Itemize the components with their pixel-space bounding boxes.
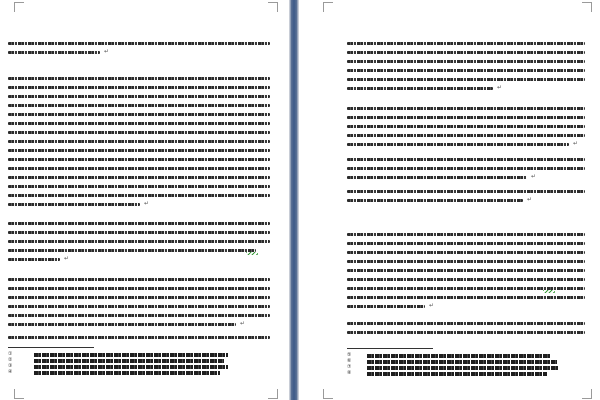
footnote-number: ②	[8, 357, 13, 363]
text-line	[8, 278, 270, 281]
footnote-text	[367, 360, 557, 364]
footnote-number: ③	[8, 363, 13, 369]
text-line	[8, 113, 270, 116]
footnote[interactable]	[8, 358, 270, 363]
paragraph-mark: ↵	[104, 48, 110, 55]
text-line	[347, 158, 585, 161]
crop-mark-top-right	[582, 2, 592, 12]
text-line	[347, 278, 585, 281]
grammar-squiggle[interactable]	[246, 252, 258, 255]
text-line	[8, 323, 236, 326]
text-line	[8, 185, 270, 188]
text-line	[347, 305, 425, 308]
text-line	[8, 258, 60, 261]
footnote-text	[34, 371, 220, 375]
footnote-text	[367, 354, 551, 358]
text-line	[347, 78, 585, 81]
text-line	[347, 251, 585, 254]
crop-mark-top-right	[268, 2, 278, 12]
text-line	[347, 331, 585, 334]
text-line	[347, 134, 585, 137]
text-line	[347, 69, 585, 72]
text-line	[8, 194, 270, 197]
text-line	[347, 233, 585, 236]
footnote[interactable]	[347, 371, 585, 376]
crop-mark-bottom-right	[268, 389, 278, 399]
text-line	[347, 269, 585, 272]
text-line	[8, 104, 270, 107]
text-line	[347, 167, 585, 170]
paragraph-mark: ↵	[429, 302, 435, 309]
footnote-separator	[347, 348, 433, 349]
grammar-squiggle[interactable]	[543, 290, 555, 293]
text-line	[347, 322, 585, 325]
text-line	[8, 86, 270, 89]
text-line	[8, 249, 256, 252]
footnote-text	[34, 359, 224, 363]
footnote-text	[34, 353, 228, 357]
text-line	[8, 51, 100, 54]
document-page-right[interactable]	[299, 0, 600, 400]
text-line	[8, 336, 270, 339]
paragraph-mark: ↵	[573, 140, 579, 147]
footnote-text	[367, 366, 559, 370]
footnote-separator	[8, 347, 94, 348]
paragraph-mark: ↵	[64, 255, 70, 262]
crop-mark-top-left	[14, 2, 24, 12]
text-line	[347, 176, 527, 179]
text-line	[8, 42, 270, 45]
text-line	[8, 314, 270, 317]
footnote-number: ⑦	[347, 364, 352, 370]
text-line	[347, 51, 585, 54]
footnote-number: ⑥	[347, 358, 352, 364]
text-line	[8, 305, 270, 308]
text-line	[8, 77, 270, 80]
paragraph-mark: ↵	[497, 84, 503, 91]
paragraph-mark: ↵	[240, 320, 246, 327]
crop-mark-top-left	[323, 2, 333, 12]
text-line	[8, 287, 270, 290]
text-line	[8, 296, 270, 299]
text-line	[8, 176, 270, 179]
text-line	[8, 203, 140, 206]
text-line	[347, 242, 585, 245]
text-line	[347, 143, 569, 146]
text-line	[8, 240, 270, 243]
footnote-number: ⑧	[347, 370, 352, 376]
footnote[interactable]	[8, 370, 270, 375]
text-line	[347, 260, 585, 263]
footnote[interactable]	[347, 359, 585, 364]
paragraph-mark: ↵	[144, 200, 150, 207]
text-line	[347, 60, 585, 63]
paragraph-mark: ↵	[527, 196, 533, 203]
footnote[interactable]	[8, 364, 270, 369]
footnote-number: ⑤	[347, 352, 352, 358]
text-line	[8, 231, 270, 234]
text-line	[8, 167, 270, 170]
crop-mark-bottom-right	[582, 389, 592, 399]
text-line	[8, 158, 270, 161]
text-line	[347, 125, 585, 128]
crop-mark-bottom-left	[14, 389, 24, 399]
text-line	[347, 107, 585, 110]
text-line	[347, 87, 493, 90]
footnote-number: ①	[8, 351, 13, 357]
footnote-number: ④	[8, 369, 13, 375]
page-gutter	[289, 0, 299, 400]
footnote[interactable]	[347, 365, 585, 370]
footnote-text	[367, 372, 547, 376]
document-page-left[interactable]	[0, 0, 289, 400]
text-line	[347, 190, 585, 193]
text-line	[347, 42, 585, 45]
text-line	[8, 149, 270, 152]
crop-mark-bottom-left	[323, 389, 333, 399]
text-line	[347, 199, 523, 202]
footnote[interactable]	[8, 352, 270, 357]
footnote-text	[34, 365, 228, 369]
footnote[interactable]	[347, 353, 585, 358]
text-line	[8, 222, 270, 225]
text-line	[347, 296, 585, 299]
text-line	[8, 131, 270, 134]
text-line	[8, 140, 270, 143]
text-line	[8, 95, 270, 98]
text-line	[8, 122, 270, 125]
text-line	[347, 116, 585, 119]
paragraph-mark: ↵	[531, 173, 537, 180]
